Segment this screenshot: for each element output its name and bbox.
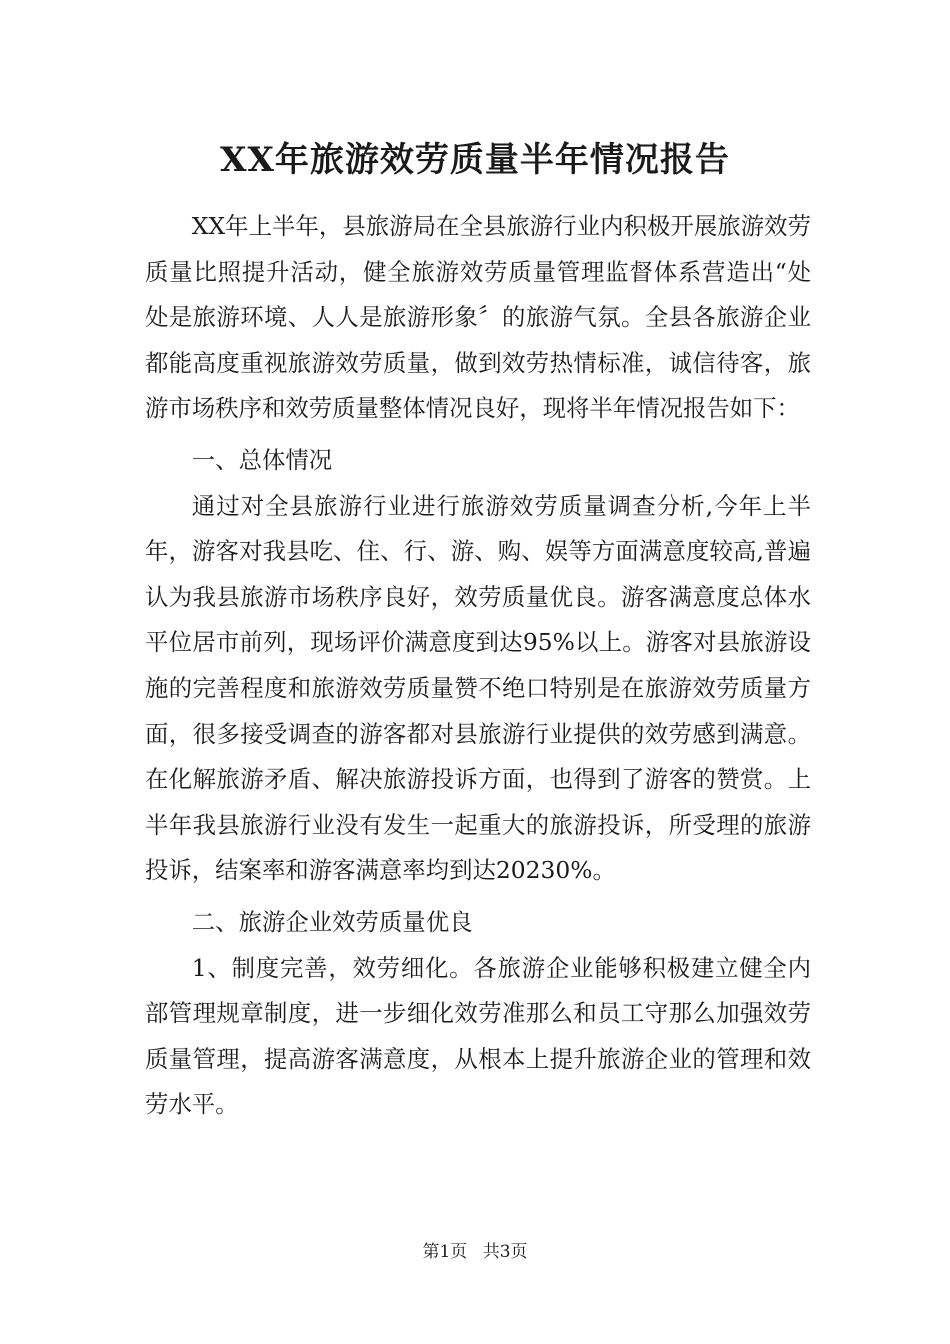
overview-paragraph: 通过对全县旅游行业进行旅游效劳质量调查分析,今年上半年，游客对我县吃、住、行、游、购、娱等方面满意度较高,普遍认为我县旅游市场秩序良好，效劳质量优良。游客满意度总体水平位居市前列，现场评价满意度到达95%以上。游客对县旅游设施的完善程度和旅游效劳质量赞不绝口特别是在旅游效劳质量方面，很多接受调查的游客都对县旅游行业提供的效劳感到满意。在化解旅游矛盾、解决旅游投诉方面，也得到了游客的赞赏。上半年我县旅游行业没有发生一起重大的旅游投诉，所受理的旅游投诉，结案率和游客满意率均到达20230%。 bbox=[145, 491, 811, 885]
document-body bbox=[145, 204, 811, 1128]
section-heading-enterprise-quality: 二、旅游企业效劳质量优良 bbox=[191, 907, 473, 936]
page-title: XX年旅游效劳质量半年情况报告 bbox=[220, 140, 730, 180]
intro-paragraph: XX年上半年，县旅游局在全县旅游行业内积极开展旅游效劳质量比照提升活动，健全旅游效劳质量管理监督体系营造出“处处是旅游环境、人人是旅游形象〞的旅游气氛。全县各旅游企业都能高度重视旅游效劳质量，做到效劳热情标准，诚信待客，旅游市场秩序和效劳质量整体情况良好，现将半年情况报告如下： bbox=[145, 212, 811, 423]
page-total: 共3页 bbox=[482, 1242, 528, 1262]
section-heading-overview: 一、总体情况 bbox=[191, 445, 333, 474]
page-footer bbox=[0, 1240, 950, 1264]
enterprise-quality-paragraph: 1、制度完善，效劳细化。各旅游企业能够积极建立健全内部管理规章制度，进一步细化效劳准那么和员工守那么加强效劳质量管理，提高游客满意度，从根本上提升旅游企业的管理和效劳水平。 bbox=[145, 953, 811, 1119]
page-number: 第1页 bbox=[422, 1242, 468, 1262]
